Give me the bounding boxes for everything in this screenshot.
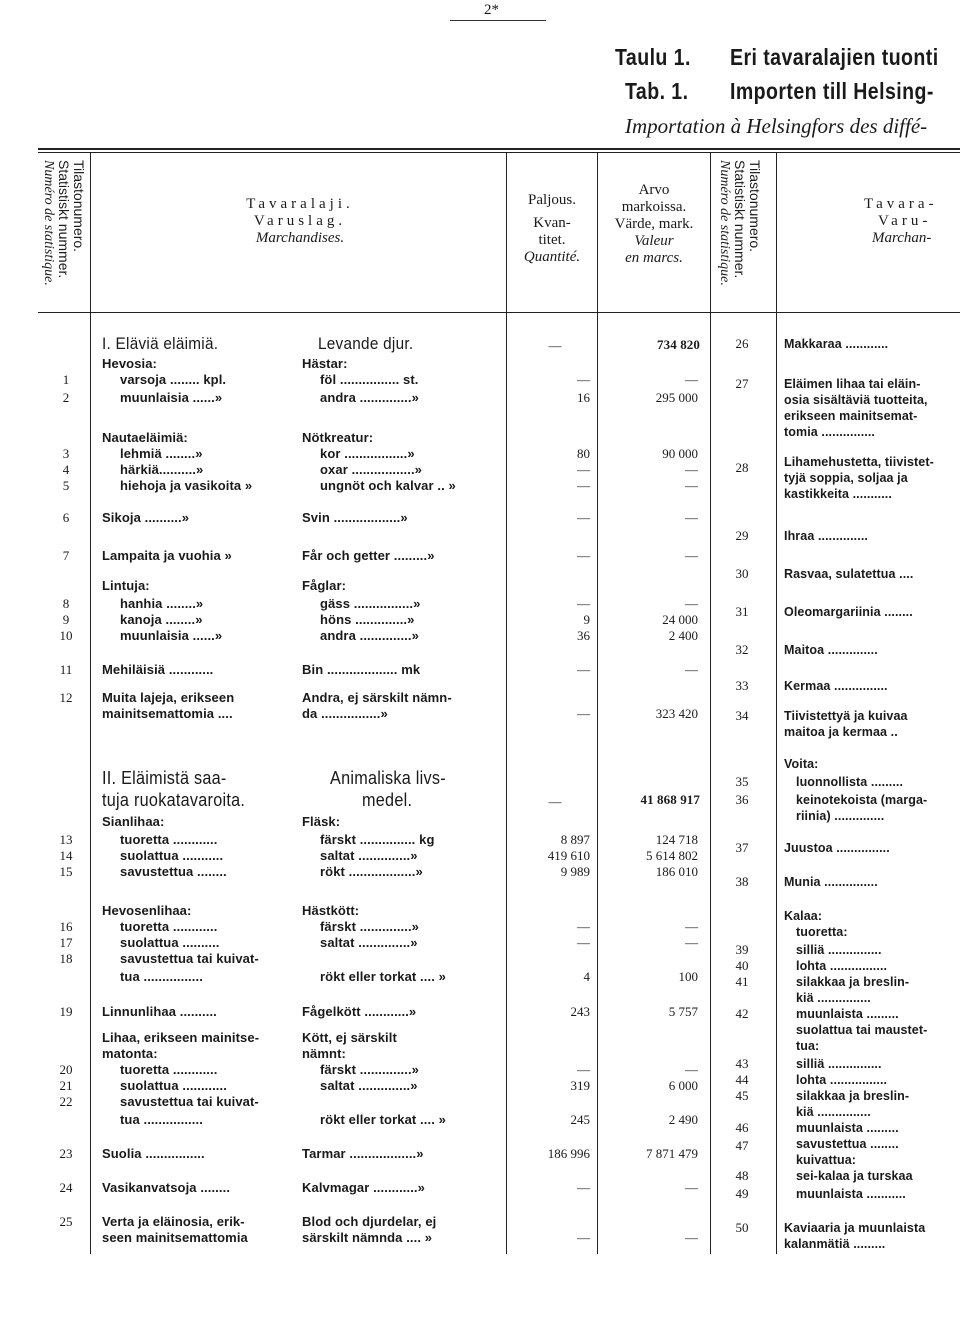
quantity-cell: 36 [577,628,590,643]
value-cell: — [685,596,698,611]
group-label-sv: Kött, ej särskilt [302,1030,397,1045]
right-item-label: muunlaista ........... [796,1187,906,1201]
right-item-label: silliä ............... [796,1057,882,1071]
group-label-fi: Sianlihaa: [102,814,165,829]
item-fi: Sikoja ..........» [102,510,190,525]
row-number: 2 [62,390,70,405]
value-cell: — [685,1062,698,1077]
quantity-cell: 16 [577,390,590,405]
right-item-label: Voita: [784,757,819,771]
value-cell: — [685,462,698,477]
group-label-fi: Lintuja: [102,578,150,593]
item-fi: tuoretta ............ [120,832,218,847]
value-cell: 7 871 479 [646,1146,698,1161]
item-sv: Blod och djurdelar, ej [302,1214,437,1229]
quantity-cell: — [577,919,590,934]
group-label-fi: Lihaa, erikseen mainitse- [102,1030,260,1045]
header-goods-sv: Varuslag. [253,213,347,229]
item-fi: tuoretta ............ [120,1062,218,1077]
item-fi: hanhia ........» [120,596,204,611]
section-2-sv-1: Animaliska livs- [330,768,446,788]
value-cell: 295 000 [655,390,698,405]
header-goods-right-fr: Marchan- [872,230,932,246]
item-fi: muunlaisia ......» [120,390,223,405]
item-sv: Får och getter .........» [302,548,435,563]
row-number: 1 [62,372,70,387]
value-cell: 6 000 [668,1078,698,1093]
row-number: 10 [59,628,73,643]
value-cell: — [685,478,698,493]
header-top-rule [38,148,960,150]
quantity-cell: — [577,510,590,525]
item-sv-cont: nämnt: [302,1046,346,1061]
right-item-label: muunlaista ......... [796,1121,899,1135]
right-row-number: 39 [735,942,749,957]
quantity-cell: 419 610 [547,848,590,863]
item-fi: Muita lajeja, erikseen [102,690,235,705]
right-item-label: Juustoa ............... [784,841,890,855]
row-number: 14 [59,848,73,863]
right-row-number: 41 [735,974,749,989]
header-goods-right-fi: Tavara- [864,196,938,212]
quantity-cell: — [577,462,590,477]
header-goods-fi: Tavaralaji. [246,196,354,212]
value-cell: 186 010 [655,864,698,879]
item-fi: Vasikanvatsoja ........ [102,1180,231,1195]
quantity-cell: 186 996 [547,1146,590,1161]
quantity-cell: 245 [570,1112,590,1127]
item-fi: tuoretta ............ [120,919,218,934]
right-row-number: 44 [735,1072,749,1087]
section-1-fi: I. Eläviä eläimiä. [102,334,219,353]
item-fi: lehmiä ........» [120,446,203,461]
section-2-fi-1: II. Eläimistä saa- [102,768,227,788]
right-item-label-cont: suolattua tai maustet- [796,1023,928,1037]
header-goods-right-sv: Varu- [878,213,932,229]
right-item-label-cont: kiä ............... [796,1105,871,1119]
header-stat-sv-right: Statistiskt nummer. [732,160,748,279]
right-item-label: Eläimen lihaa tai eläin- [784,377,921,391]
row-number: 5 [62,478,70,493]
section-2-value: 41 868 917 [640,792,700,807]
item-sv: andra ..............» [320,390,419,405]
value-cell: 90 000 [662,446,698,461]
right-item-label-cont: tyjä soppia, soljaa ja [784,471,908,485]
right-item-label: silliä ............... [796,943,882,957]
quantity-cell: — [577,596,590,611]
page-number-rule [450,20,546,21]
col-rule-1 [90,152,91,1254]
right-row-number: 47 [735,1138,749,1153]
header-qty-fr: Quantité. [523,249,581,265]
row-number: 6 [62,510,70,525]
item-sv: gäss ................» [320,596,421,611]
row-number: 15 [59,864,73,879]
right-row-number: 31 [735,604,749,619]
item-sv-cont: da ................» [302,706,388,721]
right-row-number: 42 [735,1006,749,1021]
item-sv: kor .................» [320,446,415,461]
right-item-label: luonnollista ......... [796,775,904,789]
col-rule-4 [710,152,711,1254]
item-sv: saltat ..............» [320,1078,418,1093]
quantity-cell: — [577,935,590,950]
quantity-cell: 243 [570,1004,590,1019]
item-sv: andra ..............» [320,628,419,643]
group-label-fi: Hevosia: [102,356,157,371]
item-fi: savustettua ........ [120,864,227,879]
header-value-fi2: markoissa. [621,199,687,215]
title-fi: Eri tavaralajien tuonti [730,44,939,70]
right-item-label-cont: riinia) .............. [796,809,885,823]
right-item-label: Maitoa .............. [784,643,878,657]
value-cell: — [685,510,698,525]
quantity-cell: — [577,662,590,677]
col-rule-5 [776,152,777,1254]
item-sv: Fågelkött ............» [302,1004,417,1019]
title-fi-label: Taulu 1. [615,44,691,70]
right-row-number: 32 [735,642,749,657]
section-1-qty: — [548,338,562,353]
right-item-label: lohta ................ [796,959,888,973]
right-row-number: 28 [735,460,749,475]
header-value-fi1: Arvo [638,182,670,198]
item-sv: Bin ................... mk [302,662,421,677]
header-qty-fi: Paljous. [528,192,576,208]
quantity-cell: 80 [577,446,590,461]
quantity-cell: 4 [583,969,590,984]
section-2-qty: — [548,794,562,809]
right-item-label-cont: kastikkeita ........... [784,487,892,501]
item-sv-cont: rökt eller torkat .... » [320,969,446,984]
header-top-rule-2 [38,152,960,153]
value-cell: — [685,1180,698,1195]
right-item-label: silakkaa ja breslin- [796,975,910,989]
row-number: 7 [62,548,70,563]
right-item-label: muunlaista ......... [796,1007,899,1021]
group-label-sv: Hästar: [302,356,348,371]
item-fi: muunlaisia ......» [120,628,223,643]
right-row-number: 27 [735,376,749,391]
right-row-number: 26 [735,336,749,351]
right-item-label: keinotekoista (marga- [796,793,928,807]
right-row-number: 30 [735,566,749,581]
quantity-cell: — [577,706,590,721]
title-sv-label: Tab. 1. [625,78,689,104]
item-sv: rökt ..................» [320,864,423,879]
item-sv: föl ................ st. [320,372,419,387]
item-fi: härkiä..........» [120,462,204,477]
right-row-number: 34 [735,708,749,723]
header-stat-fr: Numéro de statistique. [41,160,56,286]
right-row-number: 40 [735,958,749,973]
right-item-label: Kalaa: [784,909,823,923]
group-label-sv: Fåglar: [302,578,347,593]
title-fr: Importation à Helsingfors des diffé- [625,114,928,138]
item-sv: färskt ............... kg [320,832,435,847]
group-label-fi: Nautaeläimiä: [102,430,188,445]
item-sv: saltat ..............» [320,848,418,863]
item-fi: suolattua .......... [120,935,220,950]
right-row-number: 35 [735,774,749,789]
row-number: 20 [59,1062,73,1077]
header-value-fr2: en marcs. [625,250,683,266]
header-stat-sv: Statistiskt nummer. [56,160,72,279]
value-cell: 5 757 [668,1004,698,1019]
item-fi: savustettua tai kuivat- [120,951,259,966]
item-fi: suolattua ........... [120,848,224,863]
quantity-cell: — [577,1180,590,1195]
col-rule-2 [506,152,507,1254]
value-cell: — [685,372,698,387]
item-fi: savustettua tai kuivat- [120,1094,259,1109]
quantity-cell: — [577,1230,590,1245]
group-label-sv: Nötkreatur: [302,430,374,445]
item-sv: färskt ..............» [320,919,420,934]
value-cell: 2 400 [668,628,698,643]
group-label-sv: Fläsk: [302,814,341,829]
quantity-cell: 8 897 [560,832,590,847]
item-sv: höns ..............» [320,612,415,627]
row-number: 8 [62,596,70,611]
item-fi: suolattua ............ [120,1078,227,1093]
right-item-label-cont: kalanmätiä ......... [784,1237,886,1251]
col-rule-3 [597,152,598,1254]
item-fi: Suolia ................ [102,1146,205,1161]
right-item-label-cont: tuoretta: [796,925,848,939]
right-item-label: sei-kalaa ja turskaa [796,1169,913,1183]
right-item-label-cont: erikseen mainitsemat- [784,409,918,423]
right-item-label: savustettua ........ [796,1137,899,1151]
row-number: 13 [59,832,73,847]
right-row-number: 37 [735,840,749,855]
item-sv: oxar .................» [320,462,423,477]
item-fi: varsoja ........ kpl. [120,372,227,387]
right-item-label: lohta ................ [796,1073,888,1087]
quantity-cell: — [577,478,590,493]
item-sv: saltat ..............» [320,935,418,950]
item-sv: Svin ..................» [302,510,408,525]
section-2-sv-2: medel. [362,790,413,810]
right-row-number: 45 [735,1088,749,1103]
page-number: 2* [484,2,499,18]
group-label-fi: Hevosenlihaa: [102,903,192,918]
right-item-label-cont: kuivattua: [796,1153,857,1167]
header-goods-fr: Marchandises. [255,230,345,246]
right-item-label: Makkaraa ............ [784,337,889,351]
right-item-label: Kaviaaria ja muunlaista [784,1221,926,1235]
right-item-label: Tiivistettyä ja kuivaa [784,709,908,723]
quantity-cell: 9 989 [560,864,590,879]
item-sv: ungnöt och kalvar .. » [320,478,456,493]
value-cell: — [685,935,698,950]
quantity-cell: — [577,548,590,563]
row-number: 25 [59,1214,73,1229]
right-item-label: Munia ............... [784,875,878,889]
value-cell: — [685,919,698,934]
right-item-label: Kermaa ............... [784,679,888,693]
right-row-number: 29 [735,528,749,543]
right-row-number: 48 [735,1168,749,1183]
right-item-label-cont: kiä ............... [796,991,871,1005]
value-cell: 100 [678,969,698,984]
right-item-label-cont: osia sisältäviä tuotteita, [784,393,928,407]
header-stat-fr-right: Numéro de statistique. [717,160,732,286]
group-label-sv: Hästkött: [302,903,360,918]
header-stat-no-right [716,160,762,310]
value-cell: 5 614 802 [646,848,698,863]
right-row-number: 43 [735,1056,749,1071]
header-stat-fi-right: Tilastonumero. [747,160,763,253]
value-cell: 24 000 [662,612,698,627]
item-sv: Tarmar ..................» [302,1146,424,1161]
header-value-fr1: Valeur [634,233,674,249]
item-fi: Verta ja eläinosia, erik- [102,1214,245,1229]
item-sv: Andra, ej särskilt nämn- [302,690,452,705]
right-row-number: 38 [735,874,749,889]
item-fi-cont: mainitsemattomia .... [102,706,233,721]
value-cell: — [685,662,698,677]
item-fi: hiehoja ja vasikoita » [120,478,253,493]
row-number: 11 [59,662,73,677]
section-1-value: 734 820 [657,337,700,352]
quantity-cell: 9 [583,612,590,627]
row-number: 9 [62,612,70,627]
right-item-label-cont: tua: [796,1039,820,1053]
value-cell: 124 718 [655,832,698,847]
header-stat-fi: Tilastonumero. [71,160,87,253]
right-item-label: Ihraa .............. [784,529,868,543]
item-sv-cont: rökt eller torkat .... » [320,1112,446,1127]
row-number: 21 [59,1078,73,1093]
right-row-number: 50 [735,1220,749,1235]
quantity-cell: — [577,372,590,387]
row-number: 3 [62,446,70,461]
section-2-fi-2: tuja ruokatavaroita. [102,790,246,810]
right-row-number: 46 [735,1120,749,1135]
item-fi-cont: tua ................ [120,1112,203,1127]
right-item-label: Rasvaa, sulatettua .... [784,567,914,581]
value-cell: — [685,548,698,563]
value-cell: — [685,1230,698,1245]
right-row-number: 49 [735,1186,749,1201]
quantity-cell: 319 [570,1078,590,1093]
value-cell: 323 420 [655,706,698,721]
header-qty-sv1: Kvan- [533,215,571,231]
row-number: 17 [59,935,73,950]
row-number: 12 [59,690,73,705]
header-qty-sv2: titet. [538,232,566,248]
right-row-number: 33 [735,678,749,693]
header-stat-no-left [40,160,86,310]
item-fi-cont: matonta: [102,1046,158,1061]
header-value-sv: Värde, mark. [614,216,694,232]
item-sv-cont: särskilt nämnda .... » [302,1230,433,1245]
value-cell: 2 490 [668,1112,698,1127]
right-item-label-cont: maitoa ja kermaa .. [784,725,898,739]
right-item-label: Oleomargariinia ........ [784,605,913,619]
item-fi: Mehiläisiä ............ [102,662,214,677]
item-fi-cont: seen mainitsemattomia [102,1230,248,1245]
row-number: 22 [59,1094,73,1109]
right-item-label: silakkaa ja breslin- [796,1089,910,1103]
item-fi: kanoja ........» [120,612,203,627]
item-fi: Linnunlihaa .......... [102,1004,217,1019]
header-bottom-rule [38,312,960,313]
row-number: 24 [59,1180,73,1195]
item-sv: färskt ..............» [320,1062,420,1077]
row-number: 18 [59,951,73,966]
right-row-number: 36 [735,792,749,807]
item-sv: Kalvmagar ............» [302,1180,425,1195]
title-sv: Importen till Helsing- [730,78,934,104]
row-number: 4 [62,462,70,477]
right-item-label: Lihamehustetta, tiivistet- [784,455,934,469]
item-fi: Lampaita ja vuohia » [102,548,232,563]
right-item-label-cont: tomia ............... [784,425,876,439]
item-fi-cont: tua ................ [120,969,203,984]
section-1-sv: Levande djur. [318,334,414,353]
row-number: 19 [59,1004,73,1019]
row-number: 23 [59,1146,73,1161]
row-number: 16 [59,919,73,934]
quantity-cell: — [577,1062,590,1077]
